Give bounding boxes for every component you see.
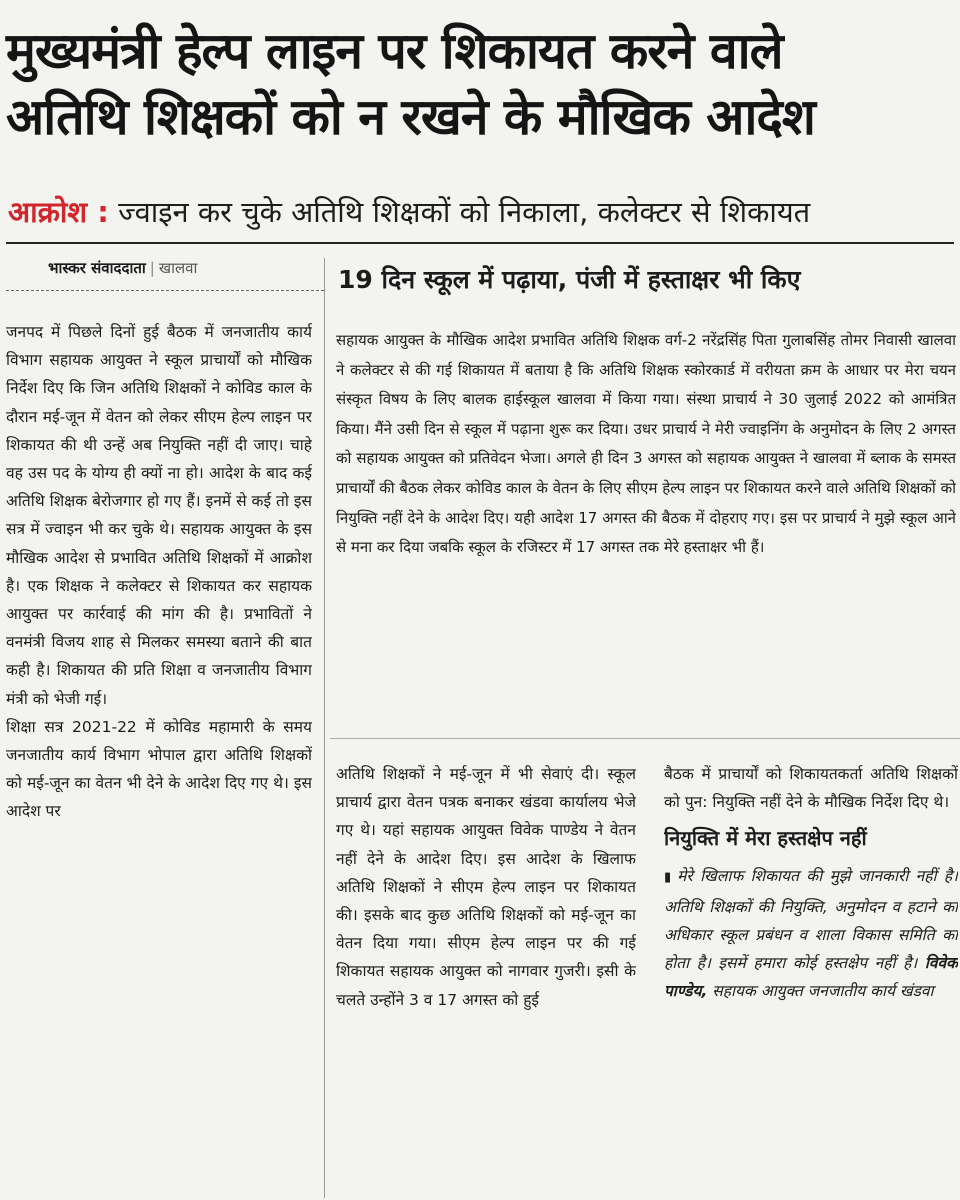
- box-title: 19 दिन स्कूल में पढ़ाया, पंजी में हस्ताक्षर भी किए: [338, 265, 801, 294]
- article-column-left: [6, 318, 312, 1198]
- box-bottom-divider: [330, 738, 960, 739]
- byline-divider: [6, 290, 324, 291]
- subheadline: [8, 190, 956, 234]
- subhead-kicker: आक्रोश :: [8, 195, 109, 229]
- paragraph: शिक्षा सत्र 2021-22 में कोविड महामारी के समय जनजातीय कार्य विभाग भोपाल द्वारा अतिथि शिक्षकों को मई-जून का वेतन भी देने के आदेश दिए गए थे। इस आदेश पर: [6, 717, 312, 821]
- section-subtitle: नियुक्ति में मेरा हस्तक्षेप नहीं: [664, 826, 867, 851]
- paragraph: सहायक आयुक्त के मौखिक आदेश प्रभावित अतिथि शिक्षक वर्ग-2 नरेंद्रसिंह पिता गुलाबसिंह तोमर निवासी खालवा ने कलेक्टर से की गई शिकायत में बताया है कि अतिथि शिक्षक स्कोरकार्ड में वरीयता क्रम के आधार पर मेरा चयन संस्कृत विषय के लिए बालक हाईस्कूल खालवा में किया गया। संस्था प्राचार्य ने 30 जुलाई 2022 को आमंत्रित किया। मैंने उसी दिन से स्कूल में पढ़ाना शुरू कर दिया। उधर प्राचार्य ने मेरी ज्वाइनिंग के अनुमोदन के लिए 2 अगस्त को सहायक आयुक्त को प्रतिवेदन भेजा। अगले ही दिन 3 अगस्त को सहायक आयुक्त ने खालवा में ब्लाक के समस्त प्राचार्यों की बैठक लेकर कोविड काल के वेतन के लिए सीएम हेल्प लाइन पर शिकायत करने वाले अतिथि शिक्षकों को नियुक्ति नहीं देने के आदेश दिए। यही आदेश 17 अगस्त की बैठक में दोहराए गए। इस पर प्राचार्य ने मुझे स्कूल आने से मना कर दिया जबकि स्कूल के रजिस्टर में 17 अगस्त तक मेरे हस्ताक्षर भी हैं।: [336, 331, 956, 557]
- official-quote: [664, 862, 958, 1005]
- headline-line-2: अतिथि शिक्षकों को न रखने के मौखिक आदेश: [6, 88, 815, 146]
- quote-name: विवेक पाण्डेय,: [664, 954, 958, 1001]
- paragraph: बैठक में प्राचार्यों को शिकायतकर्ता अतिथि शिक्षकों को पुन: नियुक्ति नहीं देने के मौखिक निर्देश दिए थे।: [664, 765, 958, 812]
- paragraph: अतिथि शिक्षकों ने मई-जून में भी सेवाएं दी। स्कूल प्राचार्य द्वारा वेतन पत्रक बनाकर खंडवा कार्यालय भेजे गए थे। यहां सहायक आयुक्त विवेक पाण्डेय ने वेतन नहीं देने के आदेश दिए। इस आदेश के खिलाफ अतिथि शिक्षकों ने सीएम हेल्प लाइन पर शिकायत की। इसके बाद कुछ अतिथि शिक्षकों को मई-जून का वेतन दिया गया। सीएम हेल्प लाइन पर की गई शिकायत सहायक आयुक्त को नागवार गुजरी। इसी के चलते उन्होंने 3 व 17 अगस्त को हुई: [336, 765, 636, 1009]
- headline: [6, 18, 954, 150]
- article-column-middle: [336, 760, 636, 1196]
- headline-divider: [6, 242, 954, 244]
- article-column-right: [664, 760, 958, 1196]
- box-story-body: [336, 326, 956, 726]
- quote-text: मेरे खिलाफ शिकायत की मुझे जानकारी नहीं है। अतिथि शिक्षकों की नियुक्ति, अनुमोदन व हटाने का अधिकार स्कूल प्रबंधन व शाला विकास समिति का होता है। इसमें हमारा कोई हस्तक्षेप नहीं है।: [664, 867, 958, 973]
- byline: [48, 256, 318, 280]
- headline-line-1: मुख्यमंत्री हेल्प लाइन पर शिकायत करने वाले: [6, 22, 783, 80]
- quote-title: सहायक आयुक्त जनजातीय कार्य खंडवा: [712, 982, 934, 1001]
- byline-place: खालवा: [158, 259, 198, 277]
- byline-separator: |: [149, 259, 155, 277]
- subhead-text: ज्वाइन कर चुके अतिथि शिक्षकों को निकाला, कलेक्टर से शिकायत: [118, 195, 811, 229]
- quote-marker-icon: ▮: [664, 870, 672, 886]
- column-divider: [324, 258, 325, 1198]
- byline-reporter: भास्कर संवाददाता: [48, 259, 146, 277]
- paragraph: जनपद में पिछले दिनों हुई बैठक में जनजातीय कार्य विभाग सहायक आयुक्त ने स्कूल प्राचार्यों को मौखिक निर्देश दिए कि जिन अतिथि शिक्षकों ने कोविड काल के दौरान मई-जून में वेतन को लेकर सीएम हेल्प लाइन पर शिकायत की थी उन्हें अब नियुक्ति नहीं दी जाए। चाहे वह उस पद के योग्य ही क्यों ना हो। आदेश के बाद कई अतिथि शिक्षक बेरोजगार हो गए हैं। इनमें से कई तो इस सत्र में ज्वाइन भी कर चुके थे। सहायक आयुक्त के इस मौखिक आदेश से प्रभावित अतिथि शिक्षकों में आक्रोश है। एक शिक्षक ने कलेक्टर से शिकायत कर सहायक आयुक्त पर कार्रवाई की मांग की है। प्रभावितों ने वनमंत्री विजय शाह से मिलकर समस्या बताने की बात कही है। शिकायत की प्रति शिक्षा व जनजातीय विभाग मंत्री को भेजी गई।: [6, 323, 312, 708]
